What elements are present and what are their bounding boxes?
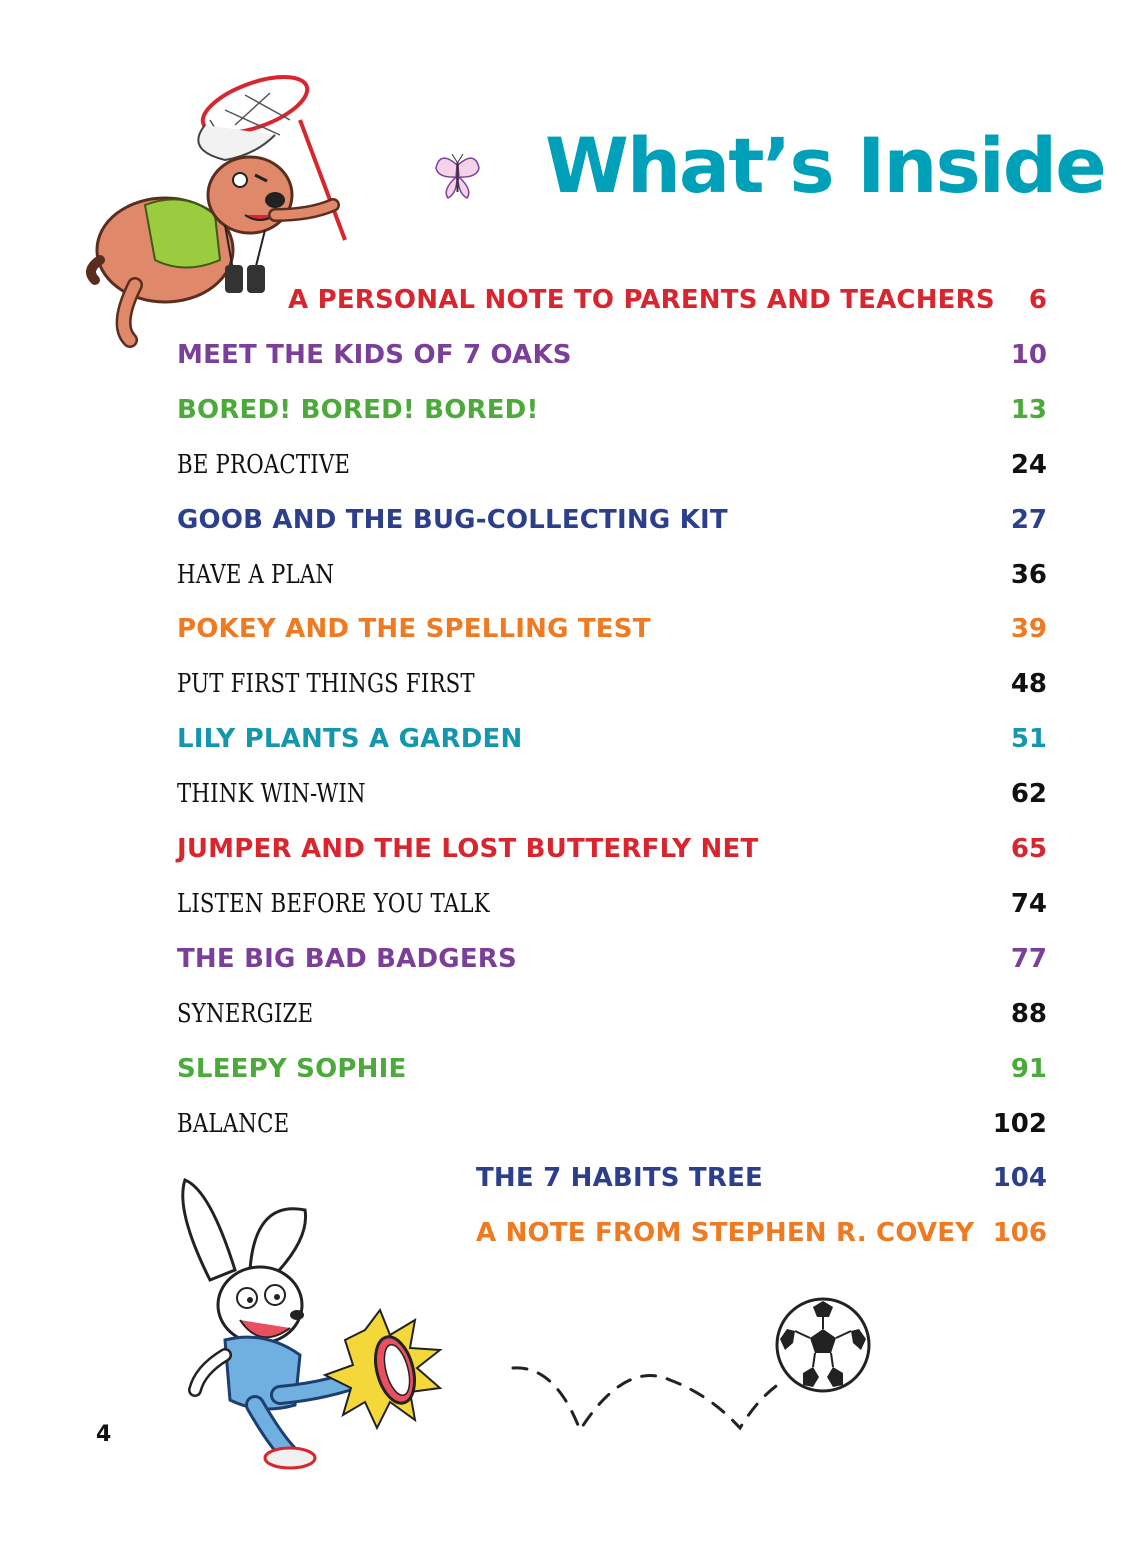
toc-entry[interactable]: [177, 939, 1047, 979]
toc-entry-title: HAVE A PLAN: [177, 559, 335, 590]
rabbit-kicking-icon: [165, 1170, 465, 1470]
toc-entry-page: 10: [1010, 339, 1047, 370]
toc-entry[interactable]: [476, 1213, 1047, 1253]
toc-entry-page: 74: [1010, 888, 1047, 919]
toc-entry[interactable]: [177, 829, 1047, 869]
toc-entry-title: BORED! BORED! BORED!: [177, 394, 539, 425]
toc-entry-page: 88: [1010, 998, 1047, 1029]
toc-entry[interactable]: [476, 1158, 1047, 1198]
toc-entry-page: 6: [1028, 285, 1047, 315]
butterfly-icon: [430, 150, 485, 205]
toc-entry-title: THINK WIN-WIN: [177, 779, 366, 810]
toc-entry[interactable]: [177, 1104, 1047, 1144]
toc-entry-page: 13: [1010, 394, 1047, 425]
toc-entry-page: 48: [1010, 669, 1047, 700]
toc-entry-page: 27: [1010, 504, 1047, 535]
toc-entry-title: SLEEPY SOPHIE: [177, 1053, 407, 1084]
toc-entry-page: 65: [1010, 834, 1047, 864]
toc-entry-page: 24: [1010, 449, 1047, 480]
toc-entry[interactable]: [177, 390, 1047, 430]
toc-entry-page: 91: [1010, 1053, 1047, 1084]
toc-entry[interactable]: [177, 555, 1047, 595]
toc-entry[interactable]: [288, 280, 1047, 320]
toc-entry-page: 77: [1010, 943, 1047, 974]
soccer-ball-icon: [773, 1295, 873, 1395]
toc-entry[interactable]: [177, 1049, 1047, 1089]
toc-entry-page: 51: [1010, 724, 1047, 755]
toc-entry-title: LISTEN BEFORE YOU TALK: [177, 888, 490, 919]
toc-entry-page: 102: [992, 1108, 1047, 1139]
toc-entry-title: THE 7 HABITS TREE: [476, 1163, 764, 1194]
toc-entry[interactable]: [177, 994, 1047, 1034]
toc-entry-title: MEET THE KIDS OF 7 OAKS: [177, 339, 572, 370]
toc-entry-title: LILY PLANTS A GARDEN: [177, 724, 523, 755]
toc-entry-page: 104: [992, 1163, 1047, 1194]
toc-entry-title: A PERSONAL NOTE TO PARENTS AND TEACHERS: [288, 285, 995, 315]
toc-entry-title: POKEY AND THE SPELLING TEST: [177, 614, 651, 645]
toc-entry-title: THE BIG BAD BADGERS: [177, 943, 517, 974]
toc-entry-page: 62: [1010, 779, 1047, 810]
page-title: What’s Inside: [545, 121, 1105, 210]
toc-entry[interactable]: [177, 884, 1047, 924]
toc-entry-page: 36: [1010, 559, 1047, 590]
toc-entry[interactable]: [177, 609, 1047, 649]
toc-entry-title: PUT FIRST THINGS FIRST: [177, 669, 475, 700]
toc-entry[interactable]: [177, 719, 1047, 759]
toc-entry-title: JUMPER AND THE LOST BUTTERFLY NET: [177, 834, 759, 864]
toc-entry[interactable]: [177, 500, 1047, 540]
toc-entry-page: 106: [992, 1218, 1047, 1249]
toc-entry[interactable]: [177, 445, 1047, 485]
toc-entry-title: SYNERGIZE: [177, 998, 314, 1029]
toc-entry-title: BE PROACTIVE: [177, 449, 351, 480]
toc-entry-page: 39: [1010, 614, 1047, 645]
toc-entry[interactable]: [177, 664, 1047, 704]
toc-entry-title: GOOB AND THE BUG-COLLECTING KIT: [177, 504, 728, 535]
toc-entry-title: BALANCE: [177, 1108, 290, 1139]
toc-entry[interactable]: [177, 774, 1047, 814]
ball-trajectory-icon: [505, 1340, 805, 1460]
toc-entry-title: A NOTE FROM STEPHEN R. COVEY: [476, 1218, 975, 1249]
page-number: 4: [96, 1422, 112, 1447]
toc-entry[interactable]: [177, 335, 1047, 375]
